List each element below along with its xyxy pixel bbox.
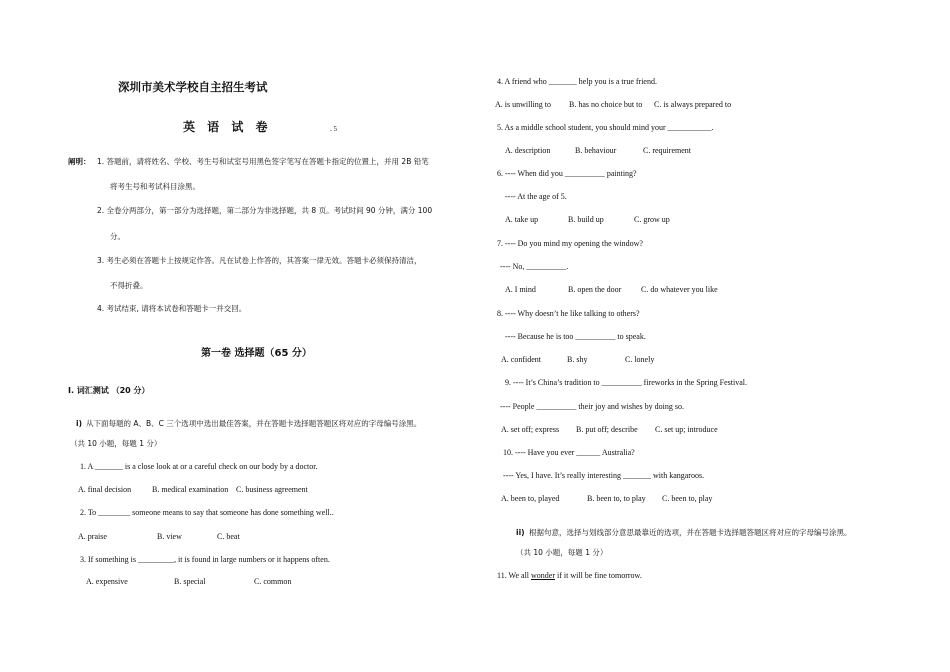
sub-ii-text: 根据句意，选择与划线部分意思最靠近的选项，并在答题卡选择题答题区将对应的字母编号涂黑。	[529, 528, 852, 537]
q10-option-a: A. been to, played	[501, 494, 560, 503]
q4-option-b: B. has no choice but to	[569, 100, 643, 109]
sub-ii-note: （共 10 小题，每题 1 分）	[516, 548, 608, 557]
sub-i-text: 从下面每题的 A、B、C 三个选项中选出最佳答案，并在答题卡选择题答题区将对应的字母编号涂黑。	[86, 419, 422, 428]
q1-option-c: C. business agreement	[236, 485, 308, 494]
q2-option-c: C. beat	[217, 532, 240, 541]
question-11-underlined-word: wonder	[531, 571, 556, 580]
q10-option-b: B. been to, to play	[587, 494, 646, 503]
sub-ii-label: ii)	[516, 528, 525, 537]
q6-option-a: A. take up	[505, 215, 539, 224]
question-9-reply: ---- People __________ their joy and wishes by doing so.	[500, 402, 684, 411]
q7-option-b: B. open the door	[568, 285, 622, 294]
q2-option-a: A. praise	[78, 532, 107, 541]
q5-option-a: A. description	[505, 146, 551, 155]
question-11	[497, 571, 642, 581]
q7-option-c: C. do whatever you like	[641, 285, 718, 294]
notice-2: 2. 全卷分两部分，第一部分为选择题，第二部分为非选择题，共 8 页。考试时间 90 分钟，满分 100	[97, 206, 433, 215]
notice-2-cont: 分。	[110, 232, 125, 241]
question-4: 4. A friend who _______ help you is a true friend.	[497, 77, 657, 86]
notice-1-cont: 将考生号和考试科目涂黑。	[110, 182, 200, 191]
question-8-reply: ---- Because he is too __________ to speak.	[505, 332, 646, 341]
question-9: 9. ---- It’s China’s tradition to __________ fireworks in the Spring Festival.	[505, 378, 747, 387]
q6-option-c: C. grow up	[634, 215, 670, 224]
q3-option-a: A. expensive	[86, 577, 128, 586]
sub-i-note: （共 10 小题，每题 1 分）	[70, 439, 162, 448]
section-title: I. 词汇测试 （20 分）	[68, 386, 150, 395]
q9-option-b: B. put off; describe	[576, 425, 638, 434]
question-7: 7. ---- Do you mind my opening the window?	[497, 239, 643, 248]
question-2: 2. To ________ someone means to say that someone has done something well..	[80, 508, 334, 517]
question-7-reply: ---- No, __________.	[500, 262, 569, 271]
question-1: 1. A _______ is a close look at or a careful check on our body by a doctor.	[80, 462, 318, 471]
question-11-lead: 11. We all	[497, 571, 532, 580]
notice-4: 4. 考试结束, 请将本试卷和答题卡一并交回。	[97, 304, 247, 313]
q3-option-b: B. special	[174, 577, 206, 586]
q6-option-b: B. build up	[568, 215, 604, 224]
notice-label: 阐明：	[68, 157, 91, 166]
q3-option-c: C. common	[254, 577, 292, 586]
paper-title: 英 语 试 卷	[183, 120, 272, 134]
q5-option-b: B. behaviour	[575, 146, 617, 155]
paper-mark: . 5	[330, 125, 337, 133]
q1-option-a: A. final decision	[78, 485, 132, 494]
part-title: 第一卷 选择题（65 分）	[201, 348, 312, 359]
school-title: 深圳市美术学校自主招生考试	[118, 80, 268, 94]
question-10-reply: ---- Yes, I have. It’s really interesting _______ with kangaroos.	[503, 471, 705, 480]
sub-i-label: i)	[76, 419, 82, 428]
q9-option-c: C. set up; introduce	[655, 425, 718, 434]
notice-3-cont: 不得折叠。	[110, 281, 148, 290]
q5-option-c: C. requirement	[643, 146, 691, 155]
question-11-tail: if it will be fine tomorrow.	[555, 571, 642, 580]
question-3: 3. If something is _________, it is found in large numbers or it happens often.	[80, 555, 330, 564]
question-5: 5. As a middle school student, you should mind your ___________.	[497, 123, 714, 132]
q10-option-c: C. been to, play	[662, 494, 713, 503]
question-10: 10. ---- Have you ever ______ Australia?	[503, 448, 635, 457]
question-6-reply: ---- At the age of 5.	[505, 192, 567, 201]
q8-option-c: C. lonely	[625, 355, 655, 364]
q4-option-c: C. is always prepared to	[654, 100, 732, 109]
q9-option-a: A. set off; express	[501, 425, 560, 434]
q7-option-a: A. I mind	[505, 285, 536, 294]
notice-3: 3. 考生必须在答题卡上按规定作答。凡在试卷上作答的，其答案一律无效。答题卡必须保持清洁，	[97, 256, 422, 265]
q2-option-b: B. view	[157, 532, 182, 541]
notice-1: 1. 答题前，请将姓名、学校、考生号和试室号用黑色签字笔写在答题卡指定的位置上，并用 2B 铅笔	[97, 157, 429, 166]
question-6: 6. ---- When did you __________ painting?	[497, 169, 637, 178]
question-8: 8. ---- Why doesn’t he like talking to others?	[497, 309, 640, 318]
q8-option-a: A. confident	[501, 355, 541, 364]
q1-option-b: B. medical examination	[152, 485, 229, 494]
q4-option-a: A. is unwilling to	[495, 100, 552, 109]
q8-option-b: B. shy	[567, 355, 588, 364]
